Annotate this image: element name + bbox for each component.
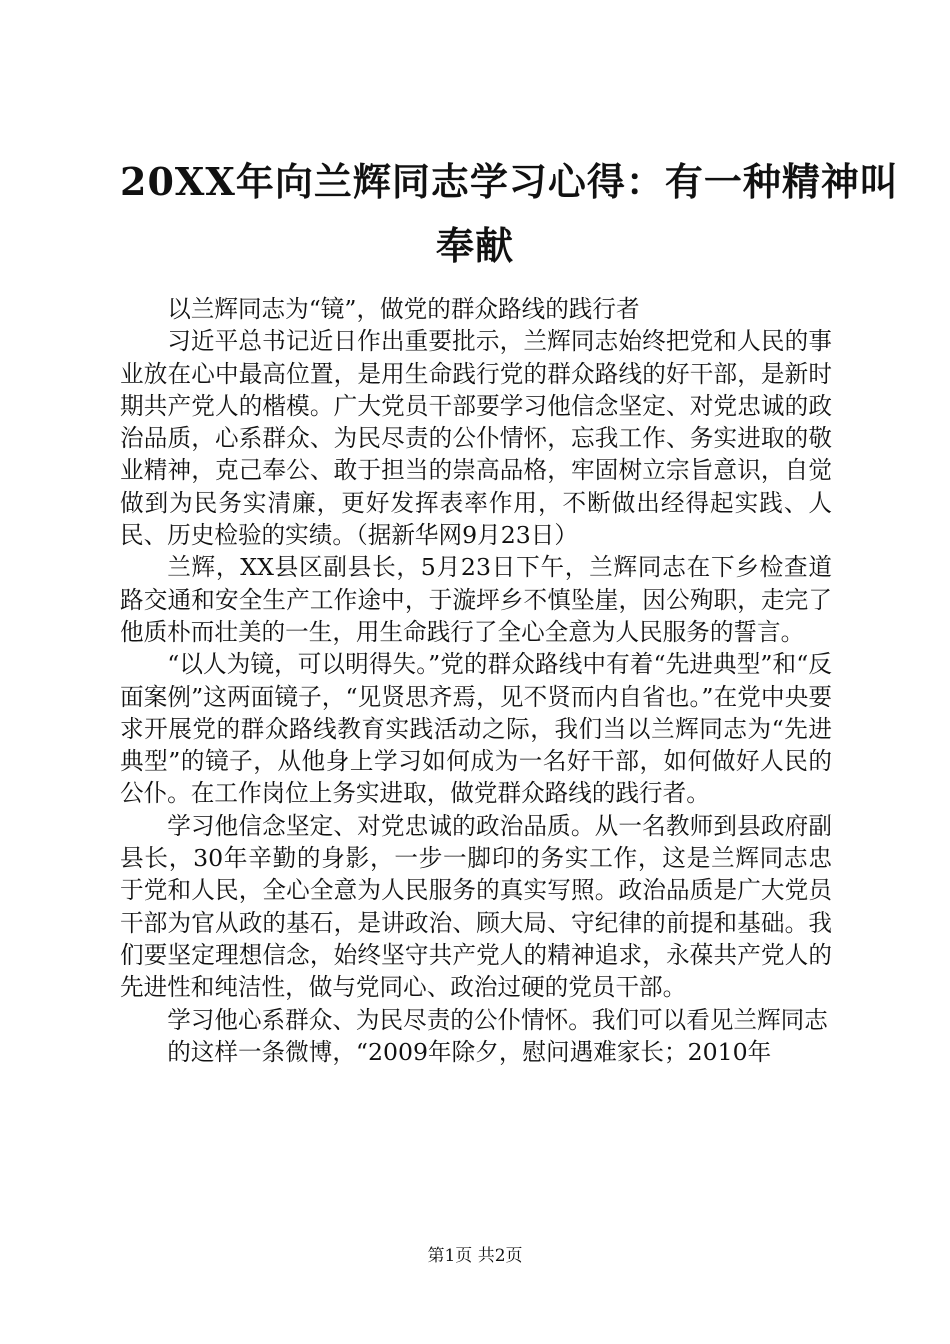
title-line-1: 20XX年向兰辉同志学习心得：有一种精神叫 bbox=[120, 159, 899, 204]
paragraph: 的这样一条微博，“2009年除夕，慰问遇难家长；2010年 bbox=[167, 1037, 772, 1066]
document-body bbox=[120, 293, 832, 1068]
page-number-label: 第1页 共2页 bbox=[427, 1246, 523, 1266]
paragraph: “以人为镜，可以明得失。”党的群众路线中有着“先进典型”和“反面案例”这两面镜子，“见贤思齐焉，见不贤而内自省也。”在党中央要求开展党的群众路线教育实践活动之际，我们当以兰辉同志为“先进典型”的镜子，从他身上学习如何成为一名好干部，如何做好人民的公仆。在工作岗位上务实进取，做党群众路线的践行者。 bbox=[120, 650, 832, 808]
document-title bbox=[120, 150, 899, 278]
paragraph: 学习他信念坚定、对党忠诚的政治品质。从一名教师到县政府副县长，30年辛勤的身影，一步一脚印的务实工作，这是兰辉同志忠于党和人民，全心全意为人民服务的真实写照。政治品质是广大党员干部为官从政的基石，是讲政治、顾大局、守纪律的前提和基础。我们要坚定理想信念，始终坚守共产党人的精神追求，永葆共产党人的先进性和纯洁性，做与党同心、政治过硬的党员干部。 bbox=[120, 811, 832, 1002]
paragraph-subtitle: 以兰辉同志为“镜”，做党的群众路线的践行者 bbox=[167, 295, 640, 323]
page-footer bbox=[0, 1244, 950, 1268]
title-line-2: 奉献 bbox=[435, 223, 514, 268]
paragraph: 习近平总书记近日作出重要批示，兰辉同志始终把党和人民的事业放在心中最高位置，是用生命践行党的群众路线的好干部，是新时期共产党人的楷模。广大党员干部要学习他信念坚定、对党忠诚的政治品质，心系群众、为民尽责的公仆情怀，忘我工作、务实进取的敬业精神，克己奉公、敢于担当的崇高品格，牢固树立宗旨意识，自觉做到为民务实清廉，更好发挥表率作用，不断做出经得起实践、人民、历史检验的实绩。（据新华网9月23日） bbox=[120, 327, 832, 550]
paragraph: 兰辉，XX县区副县长，5月23日下午，兰辉同志在下乡检查道路交通和安全生产工作途中，于漩坪乡不慎坠崖，因公殉职，走完了他质朴而壮美的一生，用生命践行了全心全意为人民服务的誓言。 bbox=[120, 553, 832, 646]
paragraph: 学习他心系群众、为民尽责的公仆情怀。我们可以看见兰辉同志 bbox=[167, 1005, 828, 1034]
